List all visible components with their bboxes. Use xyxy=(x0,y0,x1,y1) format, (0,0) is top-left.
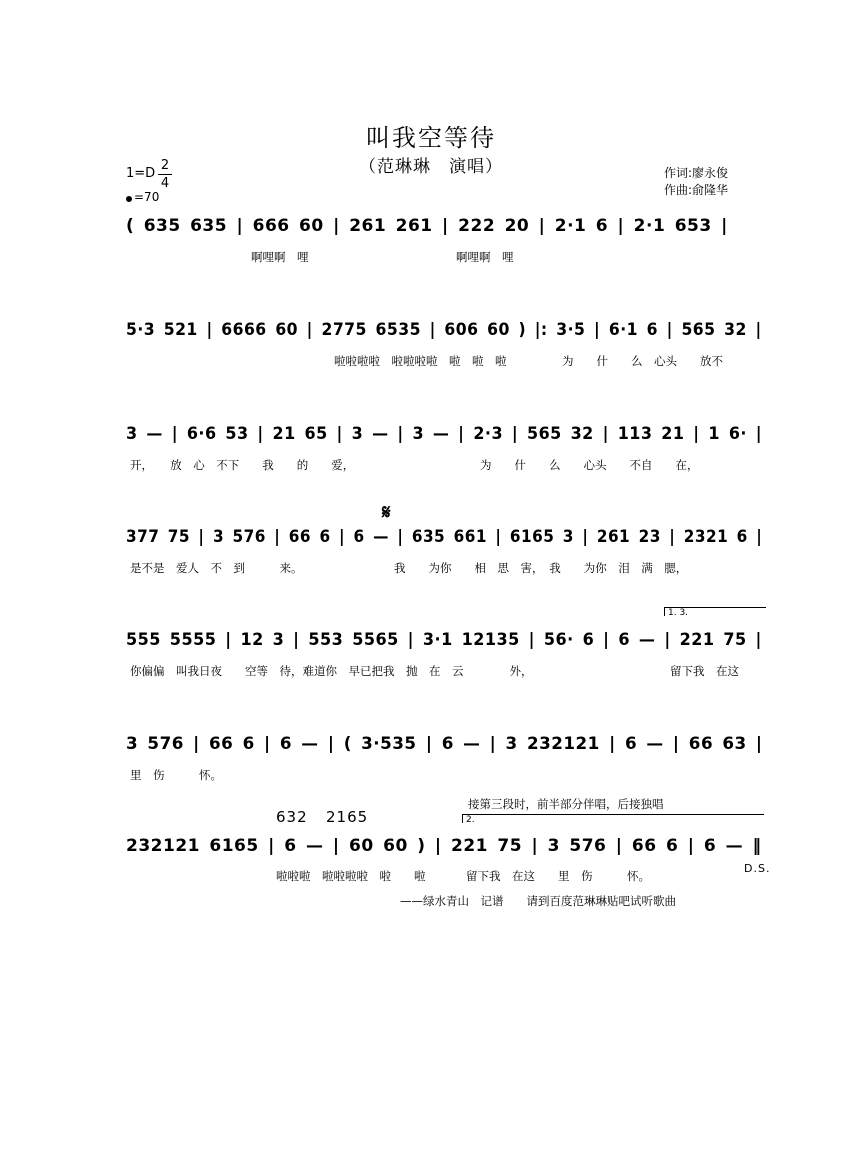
performer-subtitle: （范琳琳 演唱） xyxy=(359,157,503,177)
quarter-note-icon xyxy=(126,196,132,202)
lyric-line: 为 什 么 心头 不自 在， xyxy=(480,458,699,472)
upper-voice-notes: 632 xyxy=(276,808,308,826)
lyric-line: 啊哩啊 哩 xyxy=(251,250,309,264)
lyricist-credit: 作词:廖永俊 xyxy=(664,166,729,180)
lyric-line: 你偏偏 叫我日夜 空等 待，难道你 早已把我 抛 在 云 外， xyxy=(130,664,533,678)
upper-voice-notes: 2165 xyxy=(326,808,369,826)
lyric-line: 啦啦啦 啦啦啦啦 啦 啦 xyxy=(276,869,426,883)
score-row-4 xyxy=(126,527,766,551)
notation-line: 3 576 | 66 6 | 6 — | ( 3·535 | 6 — | 3 232121 | 6 — | 66 63 | xyxy=(126,734,763,754)
time-signature-top: 2 xyxy=(160,158,170,173)
volta-bracket: 1. 3. xyxy=(664,607,766,616)
key-signature: 1=D xyxy=(126,166,156,181)
lyric-line: 留下我 在这 里 伤 怀。 xyxy=(466,869,650,883)
score-row-2 xyxy=(126,320,766,344)
performance-note: 接第三段时，前半部分伴唱，后接独唱 xyxy=(468,797,664,811)
notation-line: 3 — | 6·6 53 | 21 65 | 3 — | 3 — | 2·3 | 565 32 | 113 21 | 1 6· | xyxy=(126,424,763,444)
song-title: 叫我空等待 xyxy=(366,124,496,152)
score-row-7 xyxy=(126,836,766,860)
lyric-line: 留下我 在这 xyxy=(670,664,739,678)
notation-line: 377 75 | 3 576 | 66 6 | 6 — | 635 661 | 6165 3 | 261 23 | 2321 6 | xyxy=(126,527,763,547)
lyric-line: 我 为你 相 思 害， 我 为你 泪 满 腮， xyxy=(394,561,688,575)
lyric-line: 里 伤 怀。 xyxy=(130,768,222,782)
tempo-marking xyxy=(126,190,159,204)
notation-line: 5·3 521 | 6666 60 | 2775 6535 | 606 60 ) |: 3·5 | 6·1 6 | 565 32 | xyxy=(126,320,762,340)
time-signature-line xyxy=(158,174,172,175)
score-row-5 xyxy=(126,630,766,654)
lyric-line: 啦啦啦啦 啦啦啦啦 啦 啦 啦 xyxy=(334,354,507,368)
tempo-value: =70 xyxy=(134,190,160,204)
notation-line: ( 635 635 | 666 60 | 261 261 | 222 20 | 2·1 6 | 2·1 653 | xyxy=(126,216,728,236)
score-row-6 xyxy=(126,734,766,758)
score-row-1 xyxy=(126,216,766,240)
dal-segno-mark: D.S. xyxy=(744,862,771,875)
time-signature-bottom: 4 xyxy=(160,176,170,191)
lyric-line: 为 什 么 心头 放不 xyxy=(562,354,723,368)
lyric-line: 是不是 爱人 不 到 来。 xyxy=(130,561,303,575)
notation-line: 555 5555 | 12 3 | 553 5565 | 3·1 12135 | 56· 6 | 6 — | 221 75 | xyxy=(126,630,762,650)
notation-line: 232121 6165 | 6 — | 60 60 ) | 221 75 | 3 576 | 66 6 | 6 — ‖ xyxy=(126,836,762,856)
composer-credit: 作曲:俞隆华 xyxy=(664,183,729,197)
score-row-3 xyxy=(126,424,766,448)
lyric-line: 开， 放 心 不下 我 的 爱， xyxy=(130,458,355,472)
transcriber-credit: ——绿水青山 记谱 请到百度范琳琳贴吧试听歌曲 xyxy=(400,894,676,908)
segno-sign: 𝄋 xyxy=(382,500,391,524)
lyric-line: 啊哩啊 哩 xyxy=(456,250,514,264)
volta-bracket: 2. xyxy=(462,814,764,823)
